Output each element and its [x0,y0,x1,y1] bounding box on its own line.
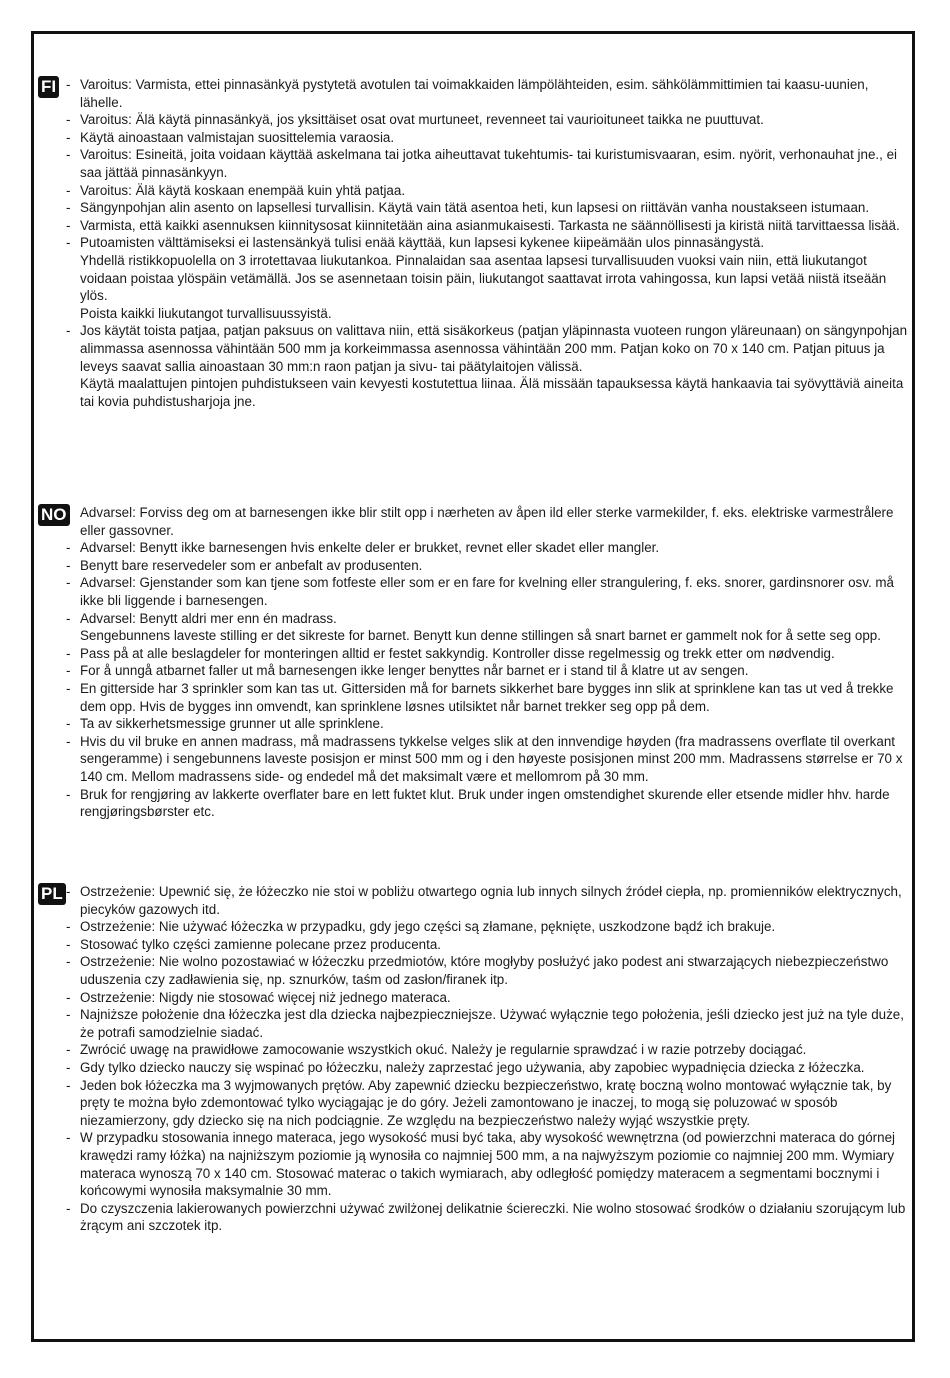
bullet-dash: - [66,575,71,591]
bullet-dash: - [66,936,71,952]
list-item [60,610,912,628]
item-text: Gdy tylko dziecko nauczy się wspinać po łóżeczku, należy zaprzestać jego używania, aby zapobiec wypadnięcia dziecka z łóżeczka. [80,1059,865,1075]
item-text: Varoitus: Älä käytä pinnasänkyä, jos yksittäiset osat ovat murtuneet, revenneet tai vaurioituneet taikka ne puuttuvat. [80,112,764,128]
item-text: Jeden bok łóżeczka ma 3 wyjmowanych prętów. Aby zapewnić dziecku bezpieczeństwo, kratę boczną wolno montować wyłącznie tak, by pręty te można było zdemontować tylko wyciągając je do góry. Jeżeli zamontowano je inaczej, to mogą się poluzować w sposób niezamierzony, gdy dziecko się na nich podciągnie. Ze względu na bezpieczeństwo należy wyjąć wszystkie pręty. [80,1077,892,1128]
list-item [60,252,912,305]
item-text: Sängynpohjan alin asento on lapsellesi turvallisin. Käytä vain tätä asentoa heti, kun lapsesi on riittävän vanha noustakseen istumaan. [80,200,870,216]
list-item [60,76,912,111]
item-text: Jos käytät toista patjaa, patjan paksuus on valittava niin, että sisäkorkeus (patjan yläpinnasta vuoteen rungon yläreunaan) on sängynpohjan alimmassa asennossa vähintään 500 mm ja korkeimmassa asennossa vähintään 200 mm. Patjan koko on 70 x 140 cm. Patjan pituus ja leveys saavat sallia ainoastaan 30 mm:n raon patjan ja sivu- tai päätylaitojen välissä. [80,323,908,374]
list-item [60,989,912,1007]
list-item [60,953,912,988]
bullet-dash: - [66,540,71,556]
bullet-dash: - [66,786,71,802]
warning-list-pl [60,883,912,1235]
bullet-dash: - [66,235,71,251]
list-item [60,715,912,733]
item-text: Hvis du vil bruke en annen madrass, må madrassens tykkelse velges slik at den innvendige høyden (fra madrassens overflate til overkant sengeramme) i sengebunnens laveste posisjon er minst 500 mm og i den høyeste posisjonen minst 200 mm. Madrassens størrelse er 70 x 140 cm. Mellom madrassens side- og endedel må det maksimalt være et mellomrom på 30 mm. [80,733,903,784]
list-item [60,322,912,375]
bullet-dash: - [66,1200,71,1216]
list-item [60,918,912,936]
bullet-dash: - [66,112,71,128]
item-text: Do czyszczenia lakierowanych powierzchni używać zwilżonej delikatnie ściereczki. Nie wolno stosować środków o działaniu szorującym lub żrącym ani szczotek itp. [80,1200,906,1234]
bullet-dash: - [66,505,71,520]
list-item [60,375,912,410]
item-text: Yhdellä ristikkopuolella on 3 irrotettavaa liukutankoa. Pinnalaidan saa asentaa lapsesi turvallisuuden vuoksi vain niin, että liukutangot voidaan poistaa ylöspäin vetämällä. Jos se asennetaan toisin päin, liukutangot saattavat irrota vahingossa, kun lapsi vetää niistä itseään ylös. [80,252,887,304]
bullet-dash: - [66,1007,71,1023]
bullet-dash: - [66,323,71,339]
list-item [60,936,912,954]
item-text: Ostrzeżenie: Nie używać łóżeczka w przypadku, gdy jego części są złamane, pęknięte, uszkodzone bądź ich brakuje. [80,919,776,935]
item-text: Ta av sikkerhetsmessige grunner ut alle sprinklene. [80,716,384,732]
list-item [60,129,912,147]
bullet-dash: - [66,680,71,696]
list-item [60,786,912,821]
item-text: Ostrzeżenie: Upewnić się, że łóżeczko nie stoi w pobliżu otwartego ognia lub innych silnych źródeł ciepła, np. promienników elektrycznych, piecyków gazowych itd. [80,884,902,917]
item-text: Sengebunnens laveste stilling er det sikreste for barnet. Benytt kun denne stillingen så snart barnet er gammelt nok for å sette seg opp. [80,628,881,644]
list-item [60,146,912,181]
item-text: Bruk for rengjøring av lakkerte overflater bare en lett fuktet klut. Bruk under ingen omstendighet skurende eller etsende midler hhv. harde rengjøringsbørster etc. [80,786,890,820]
bullet-dash: - [66,147,71,163]
item-text: Zwrócić uwagę na prawidłowe zamocowanie wszystkich okuć. Należy je regularnie sprawdzać i w razie potrzeby dociągać. [80,1042,807,1058]
item-text: Advarsel: Benytt aldri mer enn én madrass. [80,610,337,626]
list-item [60,680,912,715]
list-item [60,305,912,323]
bullet-dash: - [66,1042,71,1058]
list-item [60,662,912,680]
item-text: Poista kaikki liukutangot turvallisuussyistä. [80,305,332,321]
bullet-dash: - [66,77,71,92]
bullet-dash: - [66,989,71,1005]
list-item [60,199,912,217]
warning-list-no [60,504,912,821]
item-text: Varoitus: Älä käytä koskaan enempää kuin yhtä patjaa. [80,182,406,198]
bullet-dash: - [66,200,71,216]
bullet-dash: - [66,129,71,145]
warning-list-fi [60,76,912,410]
list-item [60,574,912,609]
list-item [60,539,912,557]
bullet-dash: - [66,733,71,749]
list-item [60,182,912,200]
list-item [60,217,912,235]
bullet-dash: - [66,919,71,935]
item-text: W przypadku stosowania innego materaca, jego wysokość musi być taka, aby wysokość wewnętrzna (od powierzchni materaca do górnej krawędzi ramy łóżka) na najniższym poziomie ją wynosiła co najmniej 500 mm, a na najwyższym poziomie co najmniej 200 mm. Wymiary materaca wynoszą 70 x 140 cm. Stosować materac o takich wymiarach, aby odległość pomiędzy materacem a segmentami bocznymi i końcowymi wynosiła maksymalnie 30 mm. [80,1130,895,1199]
list-item [60,627,912,645]
list-item [60,1129,912,1199]
item-text: Advarsel: Benytt ikke barnesengen hvis enkelte deler er brukket, revnet eller skadet eller mangler. [80,540,660,556]
item-text: Varoitus: Varmista, ettei pinnasänkyä pystytetä avotulen tai voimakkaiden lämpölähteiden, esim. sähkölämmittimien tai kaasu-uunien, lähelle. [80,77,869,110]
list-item [60,1059,912,1077]
list-item [60,1200,912,1235]
list-item [60,111,912,129]
list-item [60,1041,912,1059]
language-badge-pl: PL [38,883,66,905]
item-text: Advarsel: Forviss deg om at barnesengen ikke blir stilt opp i nærheten av åpen ild eller sterke varmekilder, f. eks. elektriske varmestrålere eller gassovner. [80,505,894,538]
item-text: Varoitus: Esineitä, joita voidaan käyttää askelmana tai jotka aiheuttavat tukehtumis- tai kuristumisvaaran, esim. nyörit, verhonauhat jne., ei saa jättää pinnasänkyyn. [80,147,897,180]
bullet-dash: - [66,954,71,970]
bullet-dash: - [66,610,71,626]
bullet-dash: - [66,217,71,233]
item-text: Najniższe położenie dna łóżeczka jest dla dziecka najbezpieczniejsze. Używać wyłącznie tego położenia, jeśli dziecko jest już na tyle duże, że potrafi samodzielnie siadać. [80,1007,904,1040]
list-item [60,733,912,786]
list-item [60,504,912,539]
item-text: Käytä maalattujen pintojen puhdistukseen vain kevyesti kostutettua liinaa. Älä missään tapauksessa käytä hankaavia tai syövyttäviä aineita tai kovia puhdistusharjoja jne. [80,376,904,409]
list-item [60,1077,912,1130]
item-text: Benytt bare reservedeler som er anbefalt av produsenten. [80,557,423,573]
item-text: Advarsel: Gjenstander som kan tjene som fotfeste eller som er en fare for kvelning eller strangulering, f. eks. snorer, gardinsnorer osv. må ikke bli liggende i barnesengen. [80,575,894,608]
list-item [60,645,912,663]
item-text: Varmista, että kaikki asennuksen kiinnitysosat kiinnitetään aina asianmukaisesti. Tarkasta ne säännöllisesti ja kiristä niitä tarvittaessa lisää. [80,217,900,233]
list-item [60,557,912,575]
item-text: Pass på at alle beslagdeler for monteringen alltid er festet sakkyndig. Kontroller disse regelmessig og trekk etter om nødvendig. [80,645,835,661]
language-badge-fi: FI [38,76,59,98]
item-text: For å unngå atbarnet faller ut må barnesengen ikke lenger benyttes når barnet er i stand til å klatre ut av sengen. [80,663,749,679]
list-item [60,234,912,252]
item-text: En gitterside har 3 sprinkler som kan tas ut. Gittersiden må for barnets sikkerhet bare bygges inn slik at sprinklene kan tas ut ved å trekke dem opp. Hvis de bygges inn omvendt, kan sprinklene løsnes utilsiktet når barnet trekker seg opp på dem. [80,680,894,714]
bullet-dash: - [66,1077,71,1093]
bullet-dash: - [66,1059,71,1075]
item-text: Ostrzeżenie: Nigdy nie stosować więcej niż jednego materaca. [80,989,451,1005]
bullet-dash: - [66,663,71,679]
list-item [60,883,912,918]
bullet-dash: - [66,645,71,661]
language-badge-no: NO [38,504,70,526]
bullet-dash: - [66,716,71,732]
bullet-dash: - [66,1130,71,1146]
bullet-dash: - [66,182,71,198]
bullet-dash: - [66,557,71,573]
list-item [60,1006,912,1041]
bullet-dash: - [66,884,71,899]
item-text: Putoamisten välttämiseksi ei lastensänkyä tulisi enää käyttää, kun lapsesi kykenee kiipeämään ulos pinnasängystä. [80,235,765,251]
item-text: Käytä ainoastaan valmistajan suosittelemia varaosia. [80,129,395,145]
item-text: Stosować tylko części zamienne polecane przez producenta. [80,936,441,952]
item-text: Ostrzeżenie: Nie wolno pozostawiać w łóżeczku przedmiotów, które mogłyby posłużyć jako podest ani stwarzających niebezpieczeństwo uduszenia czy zadławienia się, np. sznurków, taśm od zasłon/firanek itp. [80,954,889,987]
